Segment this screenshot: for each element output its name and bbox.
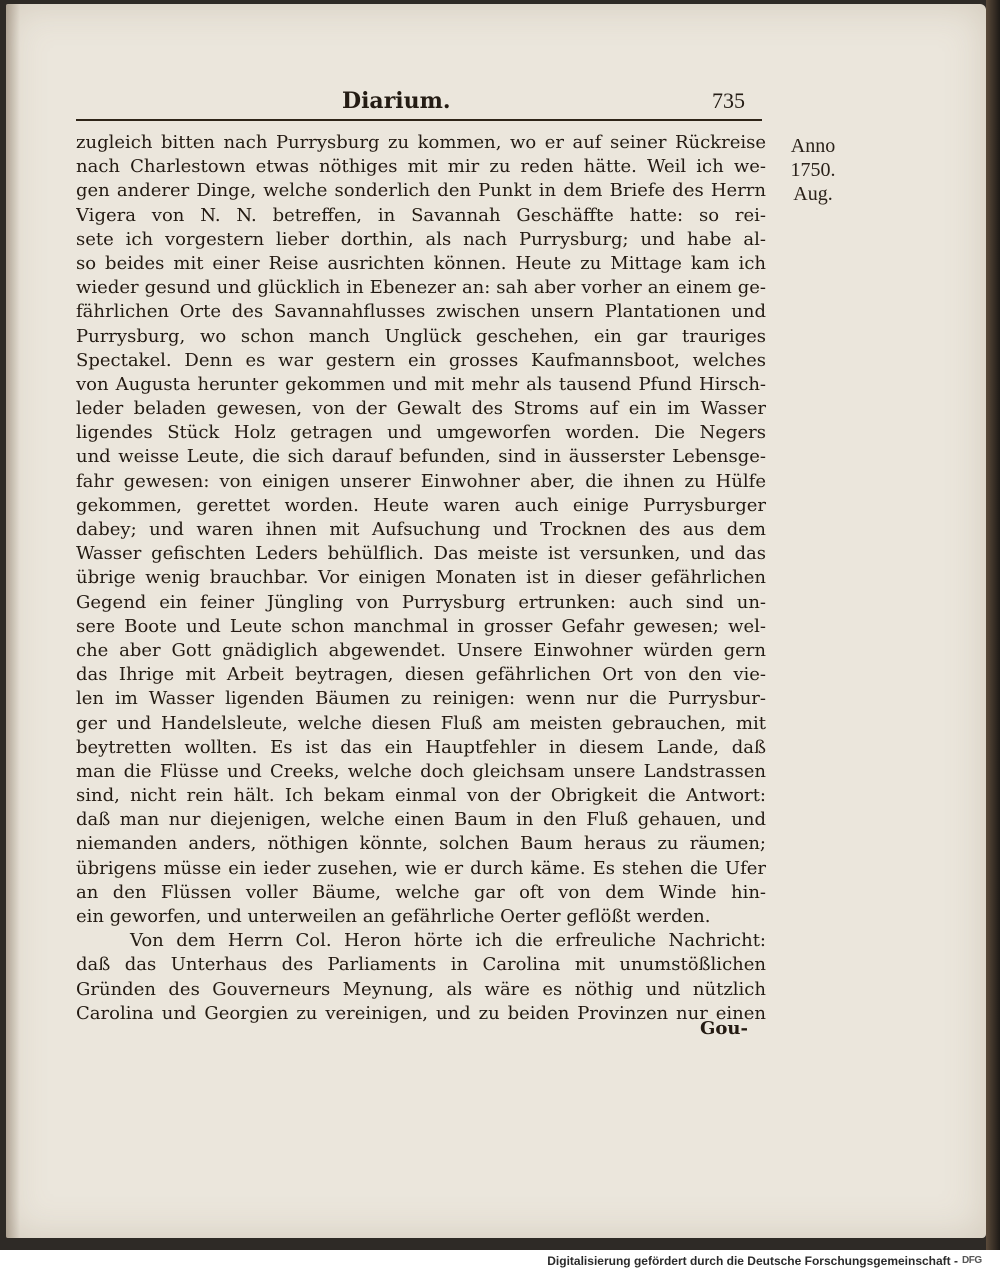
text-line: das Ihrige mit Arbeit beytragen, diesen gefährlichen Ort von den vie- xyxy=(76,664,766,686)
text-line: Carolina und Georgien zu vereinigen, und zu beiden Provinzen nur einen xyxy=(76,1002,766,1024)
text-line: zugleich bitten nach Purrysburg zu kommen, wo er auf seiner Rückreise xyxy=(76,132,766,153)
text-line: man die Flüsse und Creeks, welche doch gleichsam unsere Landstrassen xyxy=(76,760,766,782)
dfg-logo-icon[interactable]: DFG xyxy=(962,1255,982,1266)
footer-credit: Digitalisierung gefördert durch die Deutsche Forschungsgemeinschaft - xyxy=(547,1254,958,1268)
margin-note-line: Anno xyxy=(790,135,836,157)
page-gutter-shadow xyxy=(6,4,20,1238)
text-line: von Augusta herunter gekommen und mit mehr als tausend Pfund Hirsch- xyxy=(76,373,766,395)
text-line: daß man nur diejenigen, welche einen Baum in den Fluß gehauen, und xyxy=(76,809,766,831)
page-number: 735 xyxy=(712,88,745,113)
text-line: Gründen des Gouverneurs Meynung, als wäre es nöthig und nützlich xyxy=(76,978,766,1000)
text-line: dabey; und waren ihnen mit Aufsuchung und Trocknen des aus dem xyxy=(76,519,766,540)
text-line: gekommen, gerettet worden. Heute waren auch einige Purrysburger xyxy=(76,494,766,516)
body-text xyxy=(76,131,766,1026)
text-line: übrige wenig brauchbar. Vor einigen Monaten ist in dieser gefährlichen xyxy=(76,567,766,589)
margin-note-line: 1750. xyxy=(790,159,836,181)
running-head-title: Diarium. xyxy=(342,88,451,114)
text-line: übrigens müsse ein ieder zusehen, wie er durch käme. Es stehen die Ufer xyxy=(76,857,766,879)
text-line: Wasser gefischten Leders behülflich. Das meiste ist versunken, und das xyxy=(76,543,766,565)
text-line: ligendes Stück Holz getragen und umgeworfen worden. Die Negers xyxy=(76,422,766,444)
margin-note-date xyxy=(782,134,844,206)
text-line: Gegend ein feiner Jüngling von Purrysburg ertrunken: auch sind un- xyxy=(76,591,766,613)
text-line: Von dem Herrn Col. Heron hörte ich die erfreuliche Nachricht: xyxy=(130,930,766,952)
text-line: leder beladen gewesen, von der Gewalt des Stroms auf ein im Wasser xyxy=(76,398,766,420)
text-line: sete ich vorgestern lieber dorthin, als nach Purrysburg; und habe al- xyxy=(76,228,766,250)
text-line: Purrysburg, wo schon manch Unglück geschehen, ein gar trauriges xyxy=(76,325,766,347)
text-line: daß das Unterhaus des Parliaments in Carolina mit unumstößlichen xyxy=(76,954,766,976)
text-line: fährlichen Orte des Savannahflusses zwischen unsern Plantationen und xyxy=(76,301,766,323)
text-line: Spectakel. Denn es war gestern ein grosses Kaufmannsboot, welches xyxy=(76,349,766,371)
header-rule xyxy=(76,119,762,121)
text-line: beytretten wollten. Es ist das ein Hauptfehler in diesem Lande, daß xyxy=(76,736,766,758)
text-line: ger und Handelsleute, welche diesen Fluß am meisten gebrauchen, mit xyxy=(76,712,766,734)
text-line: und weisse Leute, die sich darauf befunden, sind in äusserster Lebensge- xyxy=(76,446,766,468)
text-line: so beides mit einer Reise ausrichten können. Heute zu Mittage kam ich xyxy=(76,252,766,274)
digitization-footer xyxy=(0,1250,1000,1272)
text-line: che aber Gott gnädiglich abgewendet. Unsere Einwohner würden gern xyxy=(76,639,766,661)
text-line: len im Wasser ligenden Bäumen zu reinigen: wenn nur die Purrysbur- xyxy=(76,688,766,710)
text-line: sere Boote und Leute schon manchmal in grosser Gefahr gewesen; wel- xyxy=(76,615,766,637)
text-line: Vigera von N. N. betreffen, in Savannah Geschäffte hatte: so rei- xyxy=(76,204,766,226)
page-edge xyxy=(986,0,1000,1250)
text-line: ein geworfen, und unterweilen an gefährliche Oerter geflößt werden. xyxy=(76,906,711,927)
text-line: an den Flüssen voller Bäume, welche gar oft von dem Winde hin- xyxy=(76,881,766,903)
catchword: Gou- xyxy=(700,1018,748,1039)
text-line: sind, nicht rein hält. Ich bekam einmal von der Obrigkeit die Antwort: xyxy=(76,785,766,807)
margin-note-line: Aug. xyxy=(793,183,833,205)
text-line: wieder gesund und glücklich in Ebenezer an: sah aber vorher an einem ge- xyxy=(76,277,766,299)
text-line: nach Charlestown etwas nöthiges mit mir zu reden hätte. Weil ich we- xyxy=(76,156,766,178)
text-line: fahr gewesen: von einigen unserer Einwohner aber, die ihnen zu Hülfe xyxy=(76,470,766,492)
text-line: gen anderer Dinge, welche sonderlich den Punkt in dem Briefe des Herrn xyxy=(76,180,766,202)
text-line: niemanden anders, nöthigen könnte, solchen Baum heraus zu räumen; xyxy=(76,833,766,855)
